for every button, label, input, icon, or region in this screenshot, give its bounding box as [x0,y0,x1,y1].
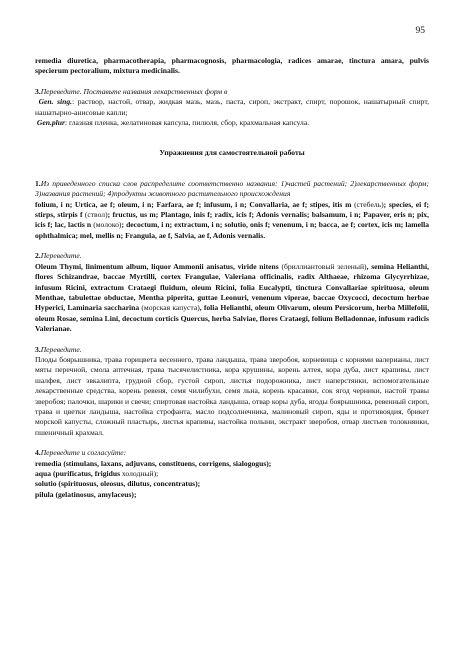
exercise-3-text: Плоды боярышника, трава горицвета весеннего, трава ландыша, трава зверобоя, корневища с корнями валерианы, лист мяты перечной, смола аптечная, трава тысячелистника, кора крушины, корень алтея, кора дуба, лист крапивы, лист шалфея, лист эвкалипта, грудной сбор, густой сироп, листья подорожника, лист наперстянки, вспомогательные лекарственные средства, корень ревеня, семя чилибухи, семя льна, корень красавки, сок ягод черники, настой травы зверобоя; палочки, шарики и свечи; спиртовая настойка ландыша, отвар коры дуба, ягоды боярышника, ревенный сироп, трава и цветки ландыша, настойка строфанта, масло подсолнечника, малиновый сироп, яды и противоядия, брикет морской капусты, сложный пластырь, листья крапивы, настойка полыни, экстракт зверобоя, отвар листьев толокнянки, пшеничный крахмал. [35,354,429,437]
exercise-1-instruction-text: Из приведенного списка слов распределите соответственно названия: 1)частей растений; 2)лекарственных форм; 3)названия растений; 4)продукты животного растительного происхождения [35,178,429,199]
gen-sing-label: Gen. sing. [38,97,73,107]
exercise-1-instruction [35,179,429,200]
exercise-3a-heading [35,87,429,97]
exercise-3a-gen-plur [35,118,429,128]
page-number: 95 [415,26,425,36]
gen-plur-label: Gen.plur [36,118,65,128]
exercise-3a-title: Переведите. Поставьте названия лекарственных форм в [40,86,228,96]
exercise-4-number: 4. [35,448,41,458]
exercise-2-number: 2. [35,251,41,261]
exercise-4-line-2: aqua (purificatus, frigidus холодный); [35,469,159,478]
gen-plur-text: : глазная пленка, желатиновая капсула, пилюля, сбор, крахмальная капсула. [64,118,310,128]
exercise-4-line-4: pilula (gelatinosus, amylaceus); [35,489,137,499]
exercise-3-number: 3. [35,344,41,354]
exercise-3-instruction-text: Переведите. [40,344,82,354]
exercise-4-instruction [35,448,429,458]
exercise-4-line-3: solutio (spirituosus, oleosus, dilutus, concentratus); [35,479,201,489]
exercise-2-terms: Oleum Thymi, linimentum album, liquor Ammonii anisatus, viride nitens (бриллиантовый зеленый), semina Helianthi, flores Schizandrae, baccae Myrtilli, cortex Frangulae, Valeriana officinalis, radix Althaeae, rhizoma Glycyrrhizae, infusum Ricini, extractum Crataegi fluidum, oleum Ricini, folia Eucalypti, tinctura Convallariae spirituosa, oleum Menthae, tabulettae obductae, Mentha piperita, guttae Leonuri, venenum viperae, baccae Oxycocci, decoctum herbae Hyperici, Laminaria saccharina (морская капуста), folia Helianthi, oleum Olivarum, oleum Persicorum, herba Millefolii, oleum Rosae, semina Lini, decoctum corticis Quercus, herba Salviae, flores Crataegi, folium Belladonnae, infusum radicis Valerianae. [35,261,429,334]
exercise-1-number: 1. [35,178,41,188]
section-title: Упражнения для самостоятельной работы [159,148,305,158]
exercise-3a-gen-sing [35,97,429,118]
exercise-2-instruction-text: Переведите. [40,251,82,261]
gen-sing-text: : раствор, настой, отвар, жидкая мазь, мазь, паста, сироп, экстракт, спирт, порошок, нашатырный спирт, нашатырно-анисовые капли; [35,97,429,117]
latin-terms-paragraph [35,56,429,77]
exercise-3a-number: 3. [35,86,41,96]
exercise-4-line-1: remedia (stimulans, laxans, adjuvans, constituens, corrigens, sialogogus); [35,458,272,468]
exercise-3-instruction [35,345,429,355]
exercise-1-words: folium, i n; Urtica, ae f; oleum, i n; Farfara, ae f; infusum, i n; Convallaria, ae f; stipes, itis m (стебель); species, ei f; stirps, stirpis f (ствол); fructus, us m; Plantago, inis f; radix, icis f; Adonis vernalis; balsamum, i n; Papaver, eris n; pix, icis f; lac, lactis n (молоко); decoctum, i n; extractum, i n; solutio, onis f; venenum, i n; bacca, ae f; cortex, icis m; lamella ophthalmica; mel, mellis n; Frangula, ae f, Salvia, ae f, Adonis vernalis. [35,199,430,240]
page-content [35,56,429,500]
exercise-4-instruction-text: Переведите и согласуйте: [40,448,127,458]
latin-terms-text: remedia diuretica, pharmacotherapia, pharmacognosis, pharmacologia, radices amarae, tinctura amara, pulvis specierum pectoralium, mixtura medicinalis. [35,56,429,76]
exercise-2-instruction [35,251,429,261]
